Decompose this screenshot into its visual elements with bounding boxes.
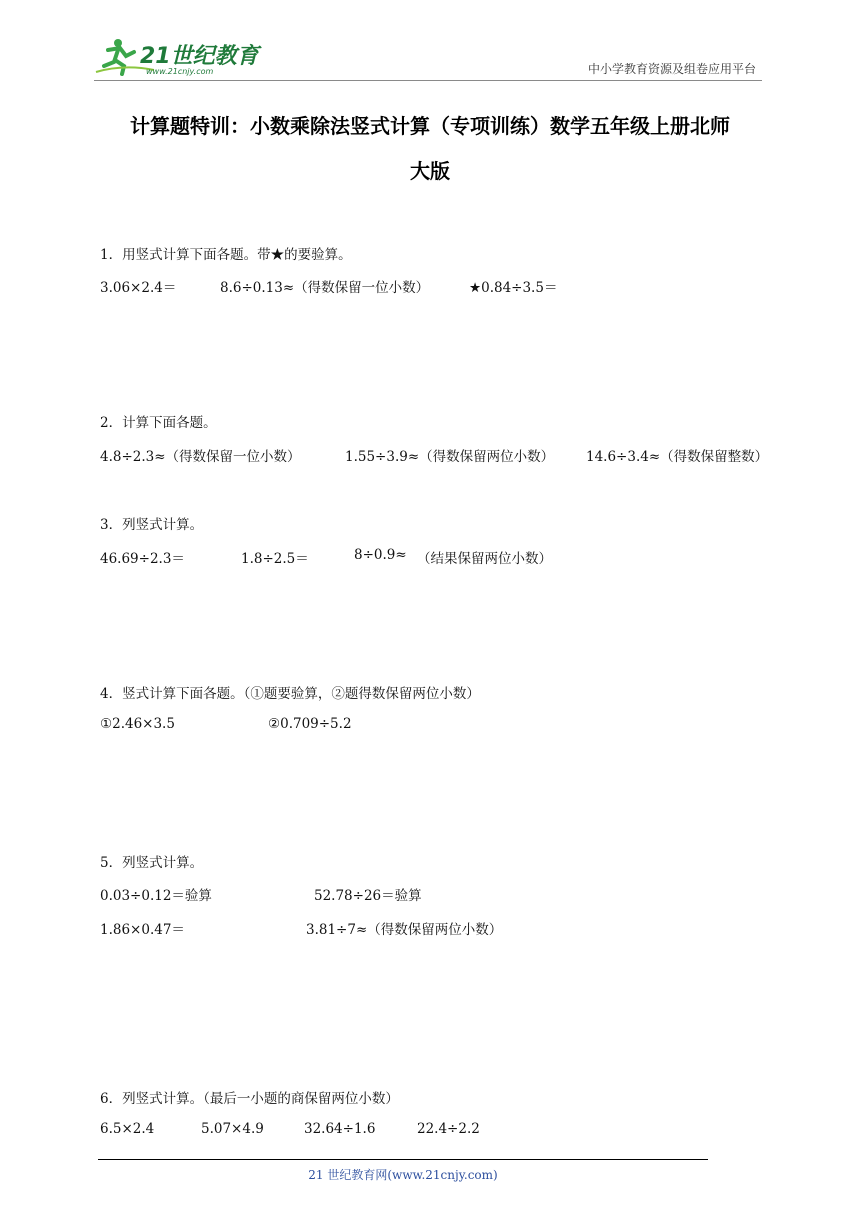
question-2-item-2: 1.55÷3.9≈（得数保留两位小数） <box>345 449 555 465</box>
footer-divider <box>98 1159 708 1160</box>
question-6-item-4: 22.4÷2.2 <box>417 1121 480 1137</box>
question-6-item-2: 5.07×4.9 <box>201 1121 264 1137</box>
question-1-item-2: 8.6÷0.13≈（得数保留一位小数） <box>220 280 430 296</box>
header-platform-text: 中小学教育资源及组卷应用平台 <box>587 62 756 76</box>
page-title-line-1: 计算题特训：小数乘除法竖式计算（专项训练）数学五年级上册北师 <box>130 114 730 138</box>
site-logo <box>94 36 264 80</box>
question-5-item-4: 3.81÷7≈（得数保留两位小数） <box>306 922 503 938</box>
question-5-item-3: 1.86×0.47＝ <box>100 922 185 938</box>
question-4-prompt: 4．竖式计算下面各题。（①题要验算，②题得数保留两位小数） <box>100 686 480 702</box>
question-3-prompt: 3．列竖式计算。 <box>100 517 204 533</box>
question-6-item-3: 32.64÷1.6 <box>304 1121 376 1137</box>
page-title-line-2: 大版 <box>410 159 450 183</box>
header-divider <box>94 80 762 81</box>
question-1-prompt: 1．用竖式计算下面各题。带★的要验算。 <box>100 247 352 263</box>
question-4-item-1: ①2.46×3.5 <box>100 716 175 732</box>
question-3-item-2: 1.8÷2.5＝ <box>241 551 309 567</box>
question-1-item-3: ★0.84÷3.5＝ <box>469 280 558 296</box>
question-5-item-2: 52.78÷26＝验算 <box>314 888 422 904</box>
logo-text: 21世纪教育 <box>140 44 259 69</box>
question-6-prompt: 6．列竖式计算。（最后一小题的商保留两位小数） <box>100 1091 399 1107</box>
question-5-prompt: 5．列竖式计算。 <box>100 855 204 871</box>
question-3-item-1: 46.69÷2.3＝ <box>100 551 185 567</box>
question-1-item-1: 3.06×2.4＝ <box>100 280 177 296</box>
question-2-item-3: 14.6÷3.4≈（得数保留整数） <box>586 449 769 465</box>
logo-url: www.21cnjy.com <box>146 67 214 76</box>
question-2-prompt: 2．计算下面各题。 <box>100 415 217 431</box>
question-4-item-2: ②0.709÷5.2 <box>268 716 352 732</box>
question-5-item-1: 0.03÷0.12＝验算 <box>100 888 212 904</box>
footer-site-link[interactable]: 21 世纪教育网(www.21cnjy.com) <box>308 1168 498 1182</box>
question-2-item-1: 4.8÷2.3≈（得数保留一位小数） <box>100 449 301 465</box>
question-6-item-1: 6.5×2.4 <box>100 1121 155 1137</box>
question-3-item-3: 8÷0.9≈ <box>354 547 407 563</box>
question-3-note: （结果保留两位小数） <box>417 551 552 567</box>
